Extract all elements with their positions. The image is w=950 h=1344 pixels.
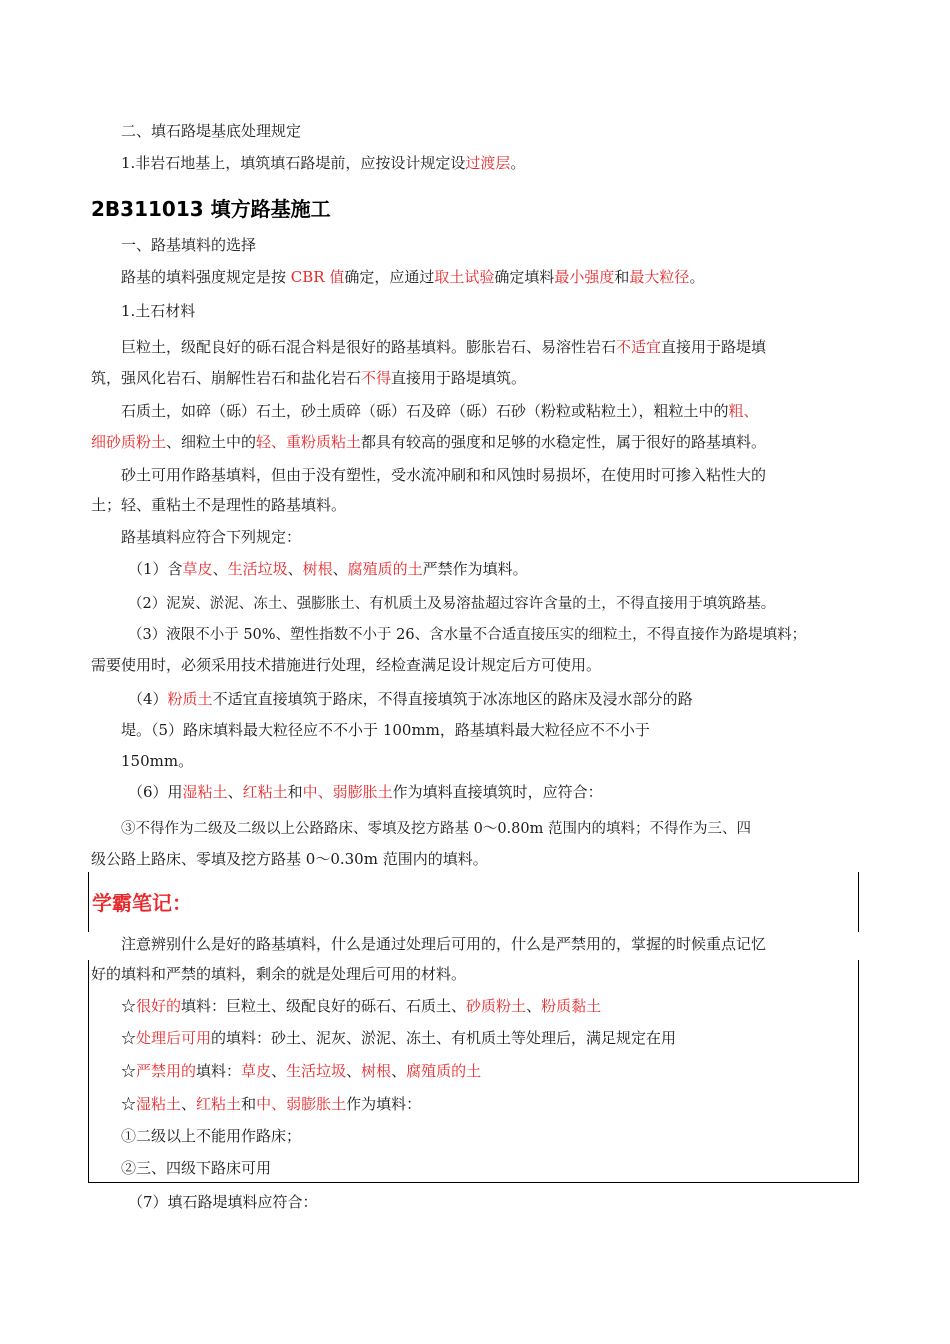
rule-item: （3）液限不小于 50%、塑性指数不小于 26、含水量不合适直接压实的细粒土，不得直接作为路堤填料； [128,627,807,643]
rule-subitem: ③不得作为二级及二级以上公路路床、零填及挖方路基 0～0.80m 范围内的填料；不得作为三、四 [121,821,751,837]
rule-item-continuation: 150mm。 [121,752,194,770]
paragraph: 路基填料应符合下列规定： [121,528,302,546]
note-box-border [858,872,859,932]
note-title: 学霸笔记： [92,891,192,915]
rule-item: （2）泥炭、淤泥、冻土、强膨胀土、有机质土及易溶盐超过容许含量的土，不得直接用于填筑路基。 [128,596,776,612]
note-paragraph: 好的填料和严禁的填料，剩余的就是处理后可用的材料。 [91,965,467,983]
star-icon: ☆ [121,997,137,1015]
note-box-border [88,872,89,932]
paragraph-line: 石质土，如碎（砾）石土，砂土质碎（砾）石及碎（砾）石砂（粉粒或粘粒土），粗粒土中的粗、 [121,402,759,420]
rule-item: （1）含草皮、生活垃圾、树根、腐殖质的土严禁作为填料。 [128,560,528,578]
rule-item: （4）粉质土不适宜直接填筑于路床，不得直接填筑于冰冻地区的路床及浸水部分的路 [128,690,693,708]
highlight-text: 过渡层 [465,154,511,172]
subsection-title: 1.土石材料 [121,302,196,320]
section-heading: 2B311013 填方路基施工 [91,197,331,221]
section-title: 二、填石路堤基底处理规定 [121,122,302,140]
paragraph-line: 土；轻、重粘土不是理性的路基填料。 [91,496,347,514]
rule-item: （7）填石路堤填料应符合： [128,1193,318,1211]
rule-subitem-continuation: 级公路上路床、零填及挖方路基 0～0.30m 范围内的填料。 [91,850,488,868]
note-box-border [88,960,89,1182]
paragraph-line: 砂土可用作路基填料，但由于没有塑性，受水流冲刷和和风蚀时易损坏，在使用时可掺入粘性大的 [121,466,767,484]
note-subitem: ①二级以上不能用作路床； [121,1127,302,1145]
note-item-good: ☆很好的填料：巨粒土、级配良好的砾石、石质土、砂质粉土、粉质黏土 [121,997,602,1015]
star-icon: ☆ [121,1062,137,1080]
star-icon: ☆ [121,1095,137,1113]
rule-item-continuation: 堤。（5）路床填料最大粒径应不不小于 100mm，路基填料最大粒径应不不小于 [121,721,650,739]
note-box-border [88,1182,859,1183]
note-item-banned: ☆严禁用的填料：草皮、生活垃圾、树根、腐殖质的土 [121,1062,482,1080]
note-subitem: ②三、四级下路床可用 [121,1159,272,1177]
paragraph: 1.非岩石地基上，填筑填石路堤前，应按设计规定设过渡层。 [121,154,526,172]
note-box-border [858,960,859,1182]
note-item-wet: ☆湿粘土、红粘土和中、弱膨胀土作为填料： [121,1095,422,1113]
subsection-title: 一、路基填料的选择 [121,236,257,254]
note-paragraph: 注意辨别什么是好的路基填料，什么是通过处理后可用的，什么是严禁用的，掌握的时候重点记忆 [121,935,767,953]
star-icon: ☆ [121,1029,137,1047]
paragraph-line: 筑，强风化岩石、崩解性岩石和盐化岩石不得直接用于路堤填筑。 [91,369,527,387]
note-item-treated: ☆处理后可用的填料：砂土、泥灰、淤泥、冻土、有机质土等处理后，满足规定在用 [121,1029,677,1047]
paragraph: 路基的填料强度规定是按 CBR 值确定，应通过取土试验确定填料最小强度和最大粒径。 [121,268,705,286]
paragraph-line: 细砂质粉土、细粒土中的轻、重粉质粘土都具有较高的强度和足够的水稳定性，属于很好的路基填料。 [91,433,767,451]
rule-item-continuation: 需要使用时，必须采用技术措施进行处理，经检查满足设计规定后方可使用。 [91,656,602,674]
rule-item: （6）用湿粘土、红粘土和中、弱膨胀土作为填料直接填筑时，应符合： [128,783,603,801]
paragraph-line: 巨粒土，级配良好的砾石混合料是很好的路基填料。膨胀岩石、易溶性岩石不适宜直接用于路堤填 [121,338,767,356]
